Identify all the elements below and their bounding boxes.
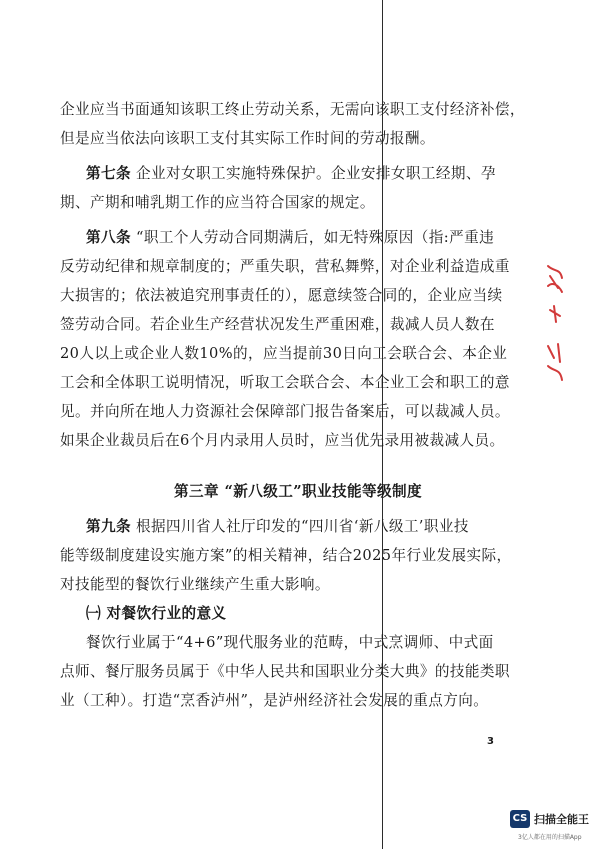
text-line: 根据四川省人社厅印发的“四川省‘新八级工’职业技 [130, 518, 469, 535]
text-line: 签劳动合同。若企业生产经营状况发生严重困难，裁减人员人数在 [60, 316, 495, 333]
page-number: 3 [487, 736, 494, 747]
text-line: 能等级制度建设实施方案”的相关精神，结合2025年行业发展实际， [60, 547, 512, 564]
text-line: 但是应当依法向该职工支付其实际工作时间的劳动报酬。 [60, 130, 435, 147]
section-heading: ㈠ 对餐饮行业的意义 [86, 605, 227, 622]
text-line: 对技能型的餐饮行业继续产生重大影响。 [60, 576, 330, 593]
scanner-watermark [510, 808, 596, 844]
watermark-tagline: 3亿人都在用的扫描App [518, 834, 582, 841]
seal-stamp-fragment [544, 262, 566, 384]
text-line: 期、产期和哺乳期工作的应当符合国家的规定。 [60, 194, 375, 211]
text-line: 企业应当书面通知该职工终止劳动关系，无需向该职工支付经济补偿， [60, 101, 525, 118]
camscanner-logo-icon: CS [510, 810, 530, 828]
paragraph-catering [60, 628, 520, 715]
article-7-heading: 第七条 [86, 165, 131, 182]
article-8-heading: 第八条 [86, 229, 131, 246]
text-line: 企业对女职工实施特殊保护。企业安排女职工经期、孕 [130, 165, 496, 182]
text-line: 如果企业裁员后在6个月内录用人员时，应当优先录用被裁减人员。 [60, 432, 505, 449]
chapter-heading: 第三章 “新八级工”职业技能等级制度 [174, 483, 422, 500]
document-body [60, 95, 525, 715]
watermark-name: 扫描全能王 [534, 813, 589, 826]
text-line: 反劳动纪律和规章制度的；严重失职，营私舞弊，对企业利益造成重 [60, 258, 510, 275]
text-line: 餐饮行业属于“4+6”现代服务业的范畴，中式烹调师、中式面 [86, 634, 494, 651]
article-9 [60, 512, 520, 599]
text-line: 见。并向所在地人力资源社会保障部门报告备案后，可以裁减人员。 [60, 403, 510, 420]
text-line: 20人以上或企业人数10%的，应当提前30日向工会联合会、本企业 [60, 345, 508, 362]
text-line: 大损害的；依法被追究刑事责任的），愿意续签合同的，企业应当续 [60, 287, 503, 304]
text-line: 业（工种）。打造“烹香泸州”，是泸州经济社会发展的重点方向。 [60, 692, 489, 709]
text-line: 工会和全体职工说明情况，听取工会联合会、本企业工会和职工的意 [60, 374, 510, 391]
paragraph-continuation [60, 95, 525, 153]
article-8 [60, 223, 520, 455]
article-7 [60, 159, 520, 217]
article-9-heading: 第九条 [86, 518, 131, 535]
text-line: “职工个人劳动合同期满后，如无特殊原因（指:严重违 [130, 229, 495, 246]
text-line: 点师、餐厅服务员属于《中华人民共和国职业分类大典》的技能类职 [60, 663, 510, 680]
